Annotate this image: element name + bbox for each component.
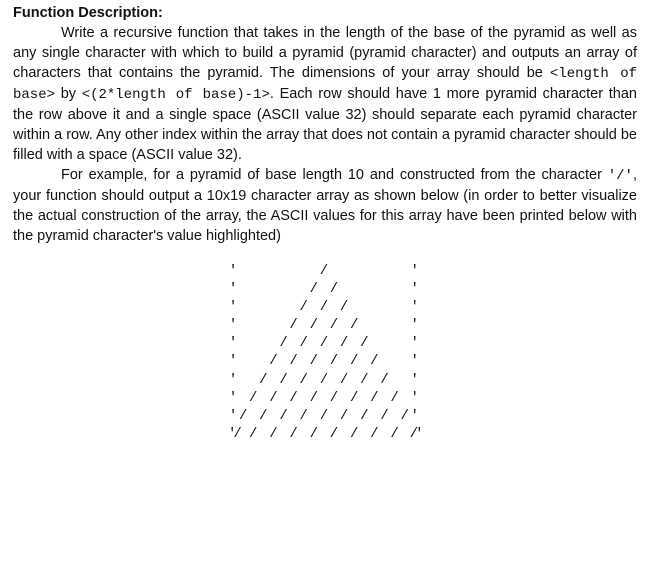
pyramid-space: [379, 316, 389, 334]
pyramid-edge-quote: ': [228, 263, 238, 279]
pyramid-space: [339, 262, 349, 280]
pyramid-space: [359, 389, 369, 407]
pyramid-character: /: [309, 353, 318, 370]
pyramid-space: [258, 334, 268, 352]
pyramid-character: /: [329, 353, 339, 370]
pyramid-row: [228, 316, 420, 334]
pyramid-row: [228, 352, 420, 370]
pyramid-space: [390, 280, 400, 298]
pyramid-space: [289, 407, 299, 425]
pyramid-space: [339, 389, 349, 407]
pyramid-space: [278, 280, 288, 298]
pyramid-space: [359, 316, 369, 334]
pyramid-character: /: [390, 389, 399, 406]
pyramid-character: /: [319, 299, 329, 316]
pyramid-space: [268, 298, 278, 316]
pyramid-space: [268, 316, 278, 334]
pyramid-space: [349, 262, 359, 280]
pyramid-character: /: [349, 389, 359, 406]
pyramid-character: /: [370, 353, 379, 370]
pyramid-space: [278, 352, 288, 370]
pyramid-character: /: [360, 371, 369, 388]
pyramid-character: /: [349, 353, 359, 370]
pyramid-space: [278, 316, 288, 334]
pyramid-space: [319, 316, 329, 334]
pyramid-character: /: [329, 389, 339, 406]
pyramid-space: [400, 316, 410, 334]
pyramid-character: /: [249, 425, 258, 442]
pyramid-space: [248, 262, 258, 280]
pyramid-space: [289, 262, 299, 280]
paragraph-description-text-2: by: [55, 86, 82, 102]
pyramid-character: /: [279, 407, 288, 424]
pyramid-space: [379, 298, 389, 316]
pyramid-character: /: [329, 425, 339, 442]
pyramid-space: [339, 280, 349, 298]
pyramid-space: [329, 407, 339, 425]
pyramid-space: [278, 425, 288, 443]
pyramid-character: /: [329, 317, 339, 334]
pyramid-edge-quote: ': [410, 335, 419, 352]
pyramid-edge-quote: ': [410, 353, 419, 370]
pyramid-space: [369, 316, 379, 334]
pyramid-edge-quote: ': [410, 263, 419, 279]
pyramid-character: /: [299, 335, 308, 352]
pyramid-space: [319, 425, 329, 443]
pyramid-character: /: [329, 281, 339, 298]
pyramid-space: [258, 352, 268, 370]
paragraph-example-text-1: For example, for a pyramid of base length 10 and constructed from the character: [61, 167, 608, 183]
pyramid-space: [349, 371, 359, 389]
pyramid-space: [258, 316, 268, 334]
pyramid-character: /: [279, 335, 288, 352]
pyramid-character: /: [349, 425, 359, 442]
pyramid-character: /: [238, 407, 248, 424]
pyramid-space: [369, 371, 379, 389]
pyramid-character: /: [299, 299, 308, 316]
pyramid-space: [400, 334, 410, 352]
pyramid-edge-quote: ': [410, 299, 419, 316]
pyramid-row: [228, 425, 420, 443]
pyramid-row: [228, 389, 420, 407]
pyramid-character: /: [319, 371, 329, 388]
pyramid-space: [258, 389, 268, 407]
pyramid-character: /: [339, 335, 349, 352]
pyramid-space: [359, 280, 369, 298]
pyramid-character: /: [269, 353, 278, 370]
pyramid-edge-quote: ': [228, 299, 238, 316]
pyramid-space: [299, 389, 309, 407]
pyramid-space: [329, 334, 339, 352]
pyramid-space: [238, 371, 248, 389]
pyramid-space: [319, 389, 329, 407]
code-pyramid-character: '/': [607, 168, 633, 184]
pyramid-character: /: [269, 389, 278, 406]
pyramid-space: [299, 425, 309, 443]
pyramid-row: [228, 280, 420, 298]
paragraph-example: [13, 165, 637, 246]
pyramid-character: /: [390, 425, 399, 442]
pyramid-character: /: [380, 407, 389, 424]
pyramid-space: [258, 298, 268, 316]
pyramid-space: [400, 280, 410, 298]
pyramid-space: [309, 334, 319, 352]
code-length-of-base: <length of base>: [13, 66, 637, 103]
pyramid-character: /': [409, 425, 421, 442]
pyramid-space: [248, 316, 258, 334]
pyramid-space: [349, 298, 359, 316]
pyramid-space: [238, 316, 248, 334]
pyramid-space: [248, 334, 258, 352]
pyramid-space: [278, 389, 288, 407]
pyramid-space: [329, 371, 339, 389]
pyramid-character: /: [289, 353, 298, 370]
pyramid-space: [390, 407, 400, 425]
pyramid-character: /: [339, 407, 349, 424]
pyramid-space: [359, 425, 369, 443]
pyramid-row: [228, 334, 420, 352]
pyramid-space: [238, 389, 248, 407]
pyramid-space: [278, 262, 288, 280]
pyramid-space: [359, 298, 369, 316]
paragraph-description: [13, 23, 637, 165]
pyramid-character: /: [309, 281, 318, 298]
section-heading: Function Description:: [13, 5, 163, 21]
pyramid-space: [319, 280, 329, 298]
pyramid-space: [390, 262, 400, 280]
pyramid-space: [369, 334, 379, 352]
pyramid-space: [400, 371, 410, 389]
pyramid-space: [248, 280, 258, 298]
pyramid-space: [309, 407, 319, 425]
pyramid-space: [268, 280, 278, 298]
pyramid-space: [329, 298, 339, 316]
pyramid-character: /: [269, 425, 278, 442]
pyramid-array-display: [228, 262, 420, 443]
pyramid-space: [369, 280, 379, 298]
pyramid-space: [379, 352, 389, 370]
pyramid-space: [268, 334, 278, 352]
pyramid-edge-quote: ': [410, 407, 419, 424]
pyramid-character: /: [360, 335, 369, 352]
pyramid-space: [349, 407, 359, 425]
pyramid-space: [309, 298, 319, 316]
pyramid-edge-quote: ': [228, 317, 238, 334]
pyramid-space: [258, 425, 268, 443]
pyramid-edge-quote: ': [228, 389, 238, 406]
pyramid-row: [228, 262, 420, 280]
pyramid-character: /: [299, 371, 308, 388]
pyramid-space: [319, 352, 329, 370]
pyramid-row: [228, 298, 420, 316]
pyramid-space: [369, 407, 379, 425]
pyramid-character: /: [309, 425, 318, 442]
pyramid-edge-quote: ': [228, 371, 238, 388]
pyramid-space: [309, 262, 319, 280]
pyramid-space: [379, 425, 389, 443]
pyramid-character: /: [370, 425, 379, 442]
pyramid-space: [268, 371, 278, 389]
paragraph-description-text-1: Write a recursive function that takes in the length of the base of the pyramid as well as any single character with which to build a pyramid (pyramid character) and outputs an array of characters that contains the pyramid. The dimensions of your array should be: [13, 25, 637, 81]
pyramid-space: [349, 334, 359, 352]
pyramid-character: /: [309, 389, 318, 406]
pyramid-character: /: [339, 299, 349, 316]
pyramid-space: [339, 316, 349, 334]
pyramid-space: [309, 371, 319, 389]
pyramid-space: [339, 352, 349, 370]
pyramid-character: /: [289, 389, 298, 406]
pyramid-character: /: [319, 263, 329, 279]
pyramid-space: [359, 262, 369, 280]
pyramid-row: [228, 407, 420, 425]
pyramid-space: [238, 298, 248, 316]
pyramid-edge-quote: ': [228, 335, 238, 352]
pyramid-space: [400, 389, 410, 407]
pyramid-space: [299, 316, 309, 334]
pyramid-edge-quote: ': [410, 281, 419, 298]
pyramid-space: [390, 298, 400, 316]
pyramid-character: '/: [228, 425, 239, 442]
pyramid-space: [248, 352, 258, 370]
pyramid-space: [248, 371, 258, 389]
pyramid-edge-quote: ': [228, 281, 238, 298]
pyramid-character: /: [259, 407, 268, 424]
pyramid-character: /: [360, 407, 369, 424]
pyramid-space: [299, 352, 309, 370]
pyramid-space: [238, 280, 248, 298]
pyramid-space: [390, 316, 400, 334]
pyramid-space: [339, 425, 349, 443]
pyramid-space: [400, 262, 410, 280]
pyramid-character: /: [400, 407, 409, 424]
pyramid-space: [359, 352, 369, 370]
pyramid-edge-quote: ': [228, 407, 238, 424]
pyramid-character: /: [259, 371, 268, 388]
pyramid-character: /: [289, 425, 298, 442]
pyramid-space: [238, 334, 248, 352]
pyramid-space: [379, 280, 389, 298]
pyramid-character: /: [299, 407, 308, 424]
pyramid-edge-quote: ': [410, 371, 419, 388]
pyramid-space: [390, 371, 400, 389]
pyramid-space: [379, 389, 389, 407]
document-body: [13, 3, 637, 246]
pyramid-edge-quote: ': [410, 389, 419, 406]
pyramid-space: [278, 298, 288, 316]
pyramid-character: /: [339, 371, 349, 388]
pyramid-space: [238, 352, 248, 370]
pyramid-character: /: [319, 335, 329, 352]
pyramid-space: [238, 425, 248, 443]
pyramid-character: /: [249, 389, 258, 406]
pyramid-space: [268, 407, 278, 425]
pyramid-character: /: [309, 317, 318, 334]
pyramid-space: [369, 298, 379, 316]
pyramid-space: [390, 352, 400, 370]
paragraph-example-text-2: , your function should output a 10x19 character array as shown below (in order to better visualize the actual construction of the array, the ASCII values for this array have been printed below with the pyramid character's value highlighted): [13, 167, 637, 244]
pyramid-character: /: [370, 389, 379, 406]
code-width-formula: <(2*length of base)-1>: [81, 87, 270, 103]
pyramid-space: [379, 262, 389, 280]
pyramid-space: [289, 371, 299, 389]
pyramid-space: [299, 280, 309, 298]
pyramid-edge-quote: ': [228, 353, 238, 370]
pyramid-space: [289, 280, 299, 298]
pyramid-row: [228, 371, 420, 389]
pyramid-character: /: [279, 371, 288, 388]
pyramid-space: [238, 262, 248, 280]
pyramid-space: [400, 298, 410, 316]
pyramid-space: [289, 334, 299, 352]
pyramid-space: [299, 262, 309, 280]
pyramid-space: [400, 352, 410, 370]
pyramid-character: /: [349, 317, 359, 334]
paragraph-description-text-3: . Each row should have 1 more pyramid character than the row above it and a single space (ASCII value 32) should separate each pyramid character within a row. Any other index within the array that does not contain a pyramid character should be filled with a space (ASCII value 32).: [13, 86, 637, 163]
pyramid-edge-quote: ': [410, 317, 419, 334]
pyramid-character: /: [319, 407, 329, 424]
pyramid-space: [258, 262, 268, 280]
pyramid-space: [379, 334, 389, 352]
pyramid-character: /: [380, 371, 389, 388]
pyramid-space: [258, 280, 268, 298]
pyramid-space: [289, 298, 299, 316]
pyramid-space: [390, 334, 400, 352]
pyramid-space: [248, 407, 258, 425]
pyramid-space: [349, 280, 359, 298]
pyramid-character: /: [289, 317, 298, 334]
pyramid-space: [248, 298, 258, 316]
pyramid-space: [369, 262, 379, 280]
pyramid-space: [329, 262, 339, 280]
pyramid-space: [268, 262, 278, 280]
pyramid-space: [400, 425, 410, 443]
